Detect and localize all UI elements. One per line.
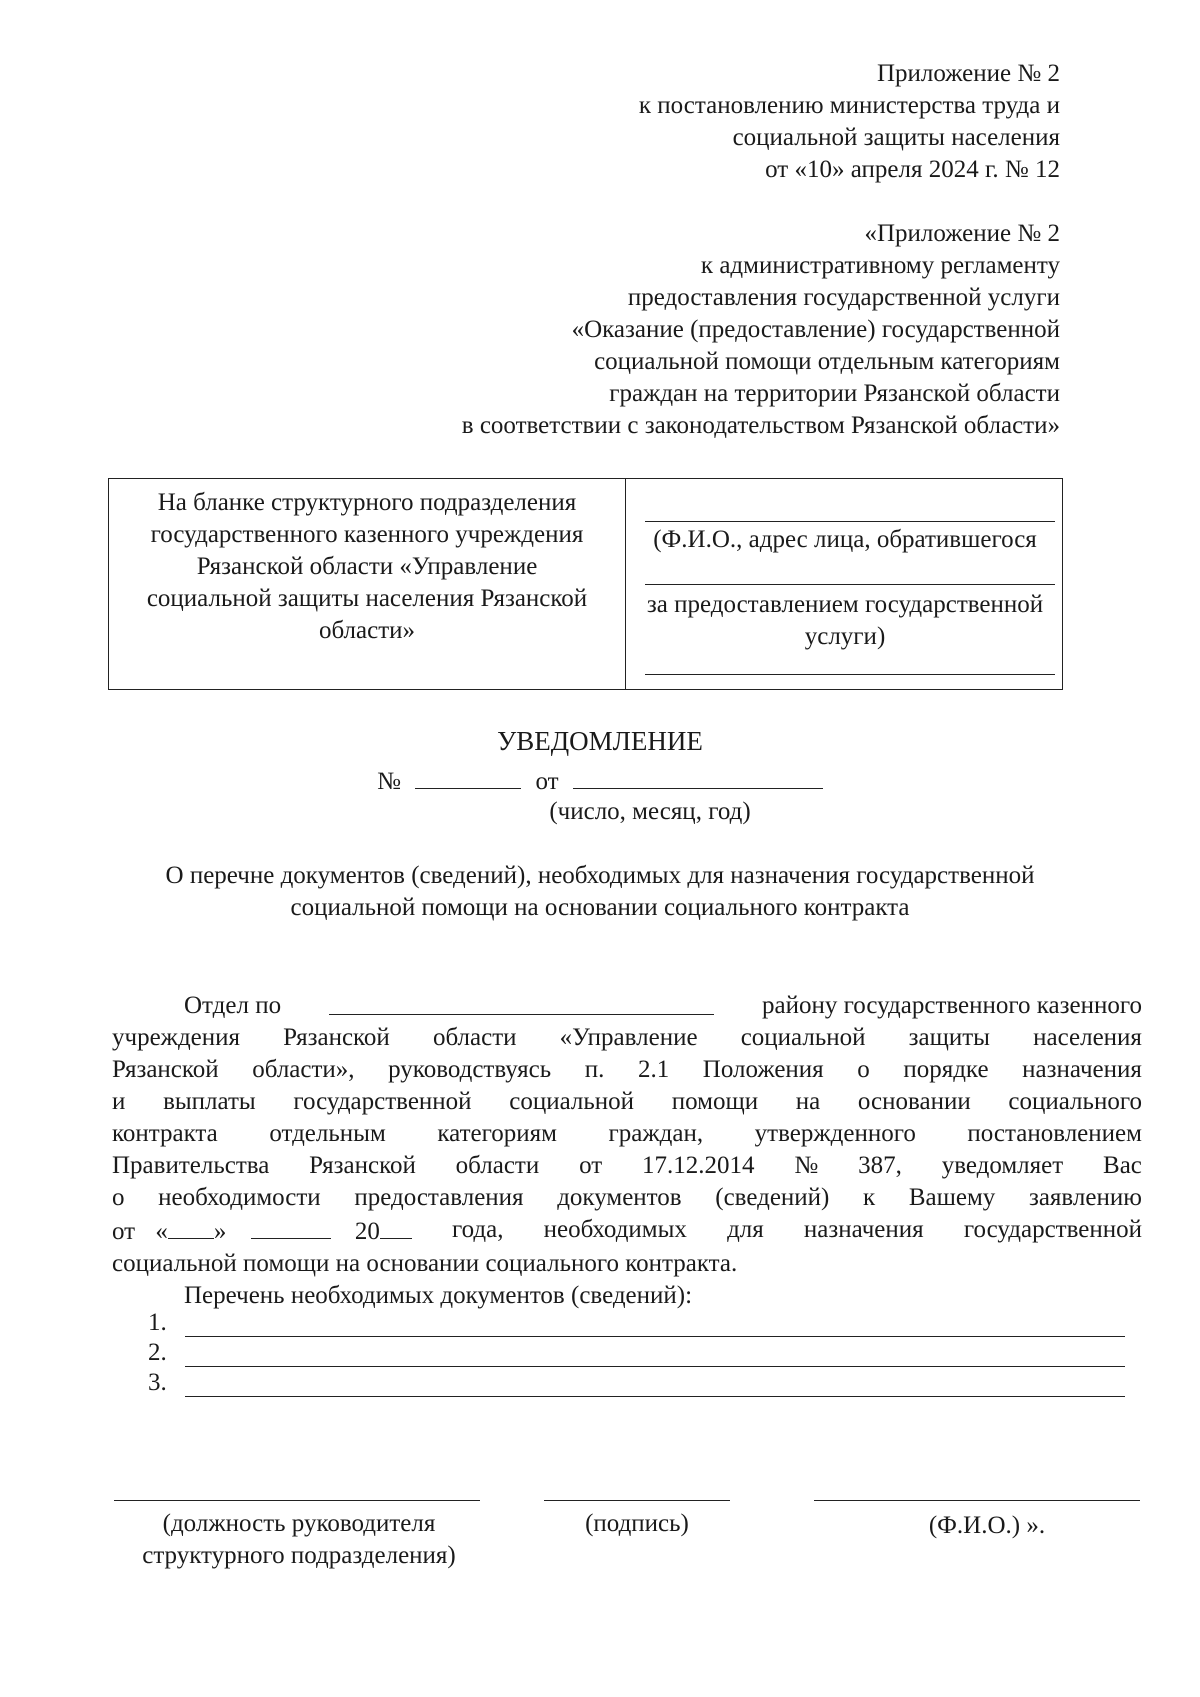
regulation-header-line: к административному регламенту [700, 252, 1060, 279]
body-line: социальной помощи на основании социального контракта. [112, 1250, 738, 1277]
body-word: о [112, 1184, 125, 1211]
body-word: 2.1 [637, 1056, 670, 1083]
body-word: года, [452, 1216, 504, 1243]
recipient-fill-line [645, 674, 1055, 675]
recipient-fill-line [645, 521, 1055, 522]
amendment-header-line: Приложение № 2 [876, 60, 1060, 87]
body-word: Положения [702, 1056, 824, 1083]
body-word: предоставления [354, 1184, 524, 1211]
date-hint: (число, месяц, год) [549, 798, 751, 825]
body-word: Рязанской [112, 1056, 219, 1083]
number-blank [415, 764, 521, 789]
from-word: от [535, 768, 559, 795]
position-label [114, 1508, 484, 1572]
regulation-header-line: граждан на территории Рязанской области [609, 380, 1060, 407]
regulation-header-line: «Оказание (предоставление) государственной [571, 316, 1060, 343]
notice-number-row [0, 764, 1200, 796]
body-word: населения [1033, 1024, 1142, 1051]
body-word: категориям [437, 1120, 557, 1147]
amendment-header-line: социальной защиты населения [732, 124, 1060, 151]
body-line [112, 1022, 1142, 1054]
name-signature-line [814, 1500, 1140, 1501]
body-word: утвержденного [754, 1120, 916, 1147]
body-word: к [863, 1184, 876, 1211]
body-word: руководствуясь [388, 1056, 552, 1083]
body-word: о [857, 1056, 870, 1083]
body-word: 17.12.2014 [642, 1152, 755, 1179]
body-word: социальной [509, 1088, 635, 1115]
number-sign: № [377, 768, 401, 795]
recipient-hint: за предоставлением государственной [646, 591, 1044, 618]
body-word: Правительства [112, 1152, 270, 1179]
body-word: порядке [903, 1056, 989, 1083]
signature-line [544, 1500, 730, 1501]
body-word: области», [252, 1056, 355, 1083]
body-word: защиты [908, 1024, 990, 1051]
letterhead-line: социальной защиты населения Рязанской [146, 585, 588, 612]
position-label-line: структурного подразделения) [142, 1542, 456, 1569]
application-date [112, 1214, 412, 1248]
body-word: документов [557, 1184, 682, 1211]
body-word: назначения [803, 1216, 924, 1243]
subject-line: О перечне документов (сведений), необходимых для назначения государственной [165, 862, 1035, 889]
body-word: Отдел по [184, 992, 282, 1019]
body-word: Рязанской [283, 1024, 390, 1051]
list-fill-line [185, 1336, 1125, 1337]
body-line [112, 990, 1142, 1022]
letterhead-line: Рязанской области «Управление [196, 553, 538, 580]
amendment-header-line: от «10» апреля 2024 г. № 12 [765, 156, 1060, 183]
body-word: помощи [671, 1088, 759, 1115]
month-blank [251, 1214, 331, 1239]
body-word: для [727, 1216, 764, 1243]
body-word: необходимости [158, 1184, 321, 1211]
body-line [112, 1150, 1142, 1182]
position-label-line: (должность руководителя [162, 1510, 436, 1537]
body-word: (сведений) [715, 1184, 830, 1211]
list-number: 3. [148, 1369, 167, 1396]
body-word: необходимых [543, 1216, 687, 1243]
box-divider [625, 479, 626, 689]
body-line [112, 1182, 1142, 1214]
body-word: Вашему [908, 1184, 996, 1211]
body-line [112, 1214, 1142, 1248]
list-intro: Перечень необходимых документов (сведений): [184, 1282, 693, 1309]
list-number: 1. [148, 1309, 167, 1336]
body-word: и [112, 1088, 126, 1115]
notice-body [112, 990, 1142, 1312]
amendment-header [639, 58, 1060, 186]
letterhead-line: области» [318, 617, 416, 644]
letterhead-line: На бланке структурного подразделения [157, 489, 577, 516]
list-fill-line [185, 1366, 1125, 1367]
year-blank [380, 1214, 412, 1239]
body-word: назначения [1022, 1056, 1142, 1083]
body-word: 387, [858, 1152, 902, 1179]
body-word: заявлению [1028, 1184, 1142, 1211]
body-word: социальной [740, 1024, 866, 1051]
body-line [112, 1118, 1142, 1150]
letterhead-placeholder [117, 487, 617, 647]
body-line [112, 1086, 1142, 1118]
position-signature-line [114, 1500, 480, 1501]
letterhead-line: государственного казенного учреждения [150, 521, 584, 548]
body-word: п. [584, 1056, 605, 1083]
regulation-header-line: социальной помощи отдельным категориям [594, 348, 1060, 375]
body-word: области [432, 1024, 517, 1051]
name-label: (Ф.И.О.) ». [928, 1512, 1046, 1539]
body-word: уведомляет [941, 1152, 1064, 1179]
recipient-hint: (Ф.И.О., адрес лица, обратившегося [653, 526, 1037, 553]
regulation-header-line: «Приложение № 2 [864, 220, 1060, 247]
body-word: Рязанской [309, 1152, 416, 1179]
body-word: № [794, 1152, 819, 1179]
year-prefix: 20 [354, 1218, 380, 1245]
body-word: постановлением [967, 1120, 1142, 1147]
quote-mark: « [155, 1218, 168, 1245]
list-fill-line [185, 1396, 1125, 1397]
body-word: от [112, 1218, 136, 1245]
notice-title: УВЕДОМЛЕНИЕ [497, 726, 703, 756]
district-blank [329, 990, 714, 1015]
body-line [112, 1054, 1142, 1086]
recipient-fill-line [645, 584, 1055, 585]
amendment-header-line: к постановлению министерства труда и [638, 92, 1060, 119]
day-blank [168, 1214, 214, 1239]
date-blank [573, 764, 823, 789]
regulation-header [462, 218, 1060, 442]
recipient-hint: услуги) [804, 623, 886, 650]
quote-mark: » [213, 1218, 227, 1245]
body-word: от [579, 1152, 603, 1179]
list-number: 2. [148, 1339, 167, 1366]
body-word: основании [857, 1088, 971, 1115]
body-word: на [795, 1088, 821, 1115]
body-word: контракта [112, 1120, 218, 1147]
body-word: граждан, [608, 1120, 704, 1147]
regulation-header-line: в соответствии с законодательством Рязанской области» [461, 412, 1060, 439]
body-word: государственной [963, 1216, 1142, 1243]
body-word: учреждения [112, 1024, 241, 1051]
notice-subject [0, 860, 1200, 924]
body-word: «Управление [559, 1024, 698, 1051]
body-word: району государственного казенного [761, 992, 1142, 1019]
regulation-header-line: предоставления государственной услуги [627, 284, 1060, 311]
body-word: отдельным [269, 1120, 386, 1147]
body-word: государственной [293, 1088, 472, 1115]
body-word: области [455, 1152, 540, 1179]
body-word: Вас [1103, 1152, 1142, 1179]
letterhead-box [108, 478, 1063, 690]
body-word: социального [1008, 1088, 1142, 1115]
signature-label: (подпись) [585, 1510, 689, 1537]
subject-line: социальной помощи на основании социального контракта [290, 894, 910, 921]
body-word: выплаты [163, 1088, 256, 1115]
